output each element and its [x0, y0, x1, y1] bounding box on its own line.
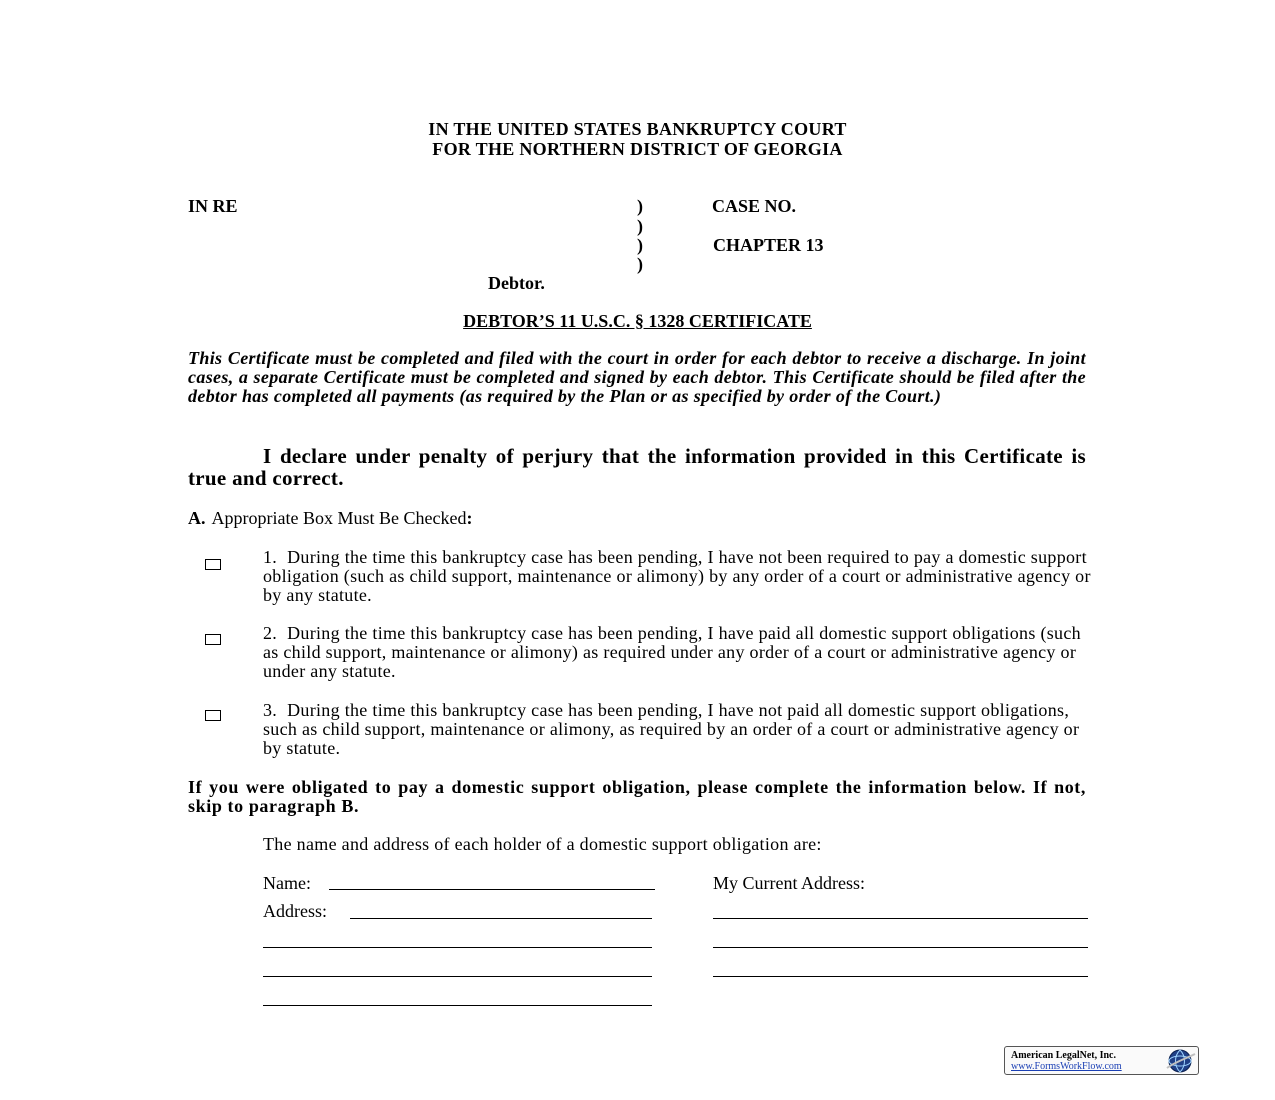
section-a-text: Appropriate Box Must Be Checked — [211, 508, 467, 528]
declaration-statement: I declare under penalty of perjury that the information provided in this Certificate is true and correct. — [188, 444, 1086, 490]
address-field-line-1[interactable] — [350, 918, 652, 919]
publisher-name: American LegalNet, Inc. — [1011, 1050, 1116, 1061]
in-re-label: IN RE — [188, 196, 238, 216]
section-a-label: A. — [188, 508, 206, 528]
caption-paren: ) — [637, 216, 643, 236]
current-address-field-line-1[interactable] — [713, 918, 1088, 919]
current-address-field-line-3[interactable] — [713, 976, 1088, 977]
option-1-checkbox[interactable] — [205, 559, 221, 570]
court-title-line1: IN THE UNITED STATES BANKRUPTCY COURT — [428, 119, 847, 139]
instructions-paragraph: This Certificate must be completed and filed with the court in order for each debtor to receive a discharge. In joint cases, a separate Certificate must be completed and signed by each debtor. This Certificate should be filed after the debtor has completed all payments (as required by the Plan or as specified by order of the Court.) — [188, 348, 1086, 407]
address-field-line-3[interactable] — [263, 976, 652, 977]
court-title-line2: FOR THE NORTHERN DISTRICT OF GEORGIA — [432, 139, 843, 159]
option-text: During the time this bankruptcy case has been pending, I have not paid all domestic support obligations, such as child support, maintenance or alimony, as required by an order of a court or administrative agency or by statute. — [263, 700, 1080, 759]
option-2 — [263, 624, 1093, 682]
caption-paren: ) — [637, 235, 643, 255]
address-label: Address: — [263, 901, 327, 921]
chapter-label: CHAPTER 13 — [713, 235, 824, 255]
caption-paren: ) — [637, 196, 643, 216]
case-number-label: CASE NO. — [712, 196, 797, 216]
holder-intro: The name and address of each holder of a domestic support obligation are: — [263, 834, 822, 854]
option-text: During the time this bankruptcy case has been pending, I have paid all domestic support obligations (such as child support, maintenance or alimony) as required under any order of a court or administrative agency or under any statute. — [263, 623, 1081, 682]
publisher-badge[interactable] — [1004, 1046, 1199, 1075]
option-3 — [263, 701, 1093, 759]
option-number: 1. — [263, 547, 278, 567]
section-a-colon: : — [466, 508, 473, 528]
globe-logo-icon — [1163, 1048, 1197, 1074]
caption-paren: ) — [637, 254, 643, 274]
option-number: 2. — [263, 623, 278, 643]
option-2-checkbox[interactable] — [205, 634, 221, 645]
option-text: During the time this bankruptcy case has been pending, I have not been required to pay a domestic support obligation (such as child support, maintenance or alimony) by any order of a court or administrative agency or by any statute. — [263, 547, 1091, 606]
debtor-label: Debtor. — [488, 273, 545, 293]
option-1 — [263, 548, 1093, 606]
option-3-checkbox[interactable] — [205, 710, 221, 721]
address-field-line-2[interactable] — [263, 947, 652, 948]
option-number: 3. — [263, 700, 278, 720]
current-address-field-line-2[interactable] — [713, 947, 1088, 948]
certificate-title: DEBTOR’S 11 U.S.C. § 1328 CERTIFICATE — [463, 311, 812, 331]
name-label: Name: — [263, 873, 311, 893]
section-a-heading — [188, 508, 472, 529]
address-field-line-4[interactable] — [263, 1005, 652, 1006]
name-field[interactable] — [329, 889, 655, 890]
current-address-label: My Current Address: — [713, 873, 865, 893]
obligation-instructions: If you were obligated to pay a domestic support obligation, please complete the information below. If not, skip to paragraph B. — [188, 777, 1086, 817]
publisher-link[interactable]: www.FormsWorkFlow.com — [1011, 1061, 1122, 1072]
